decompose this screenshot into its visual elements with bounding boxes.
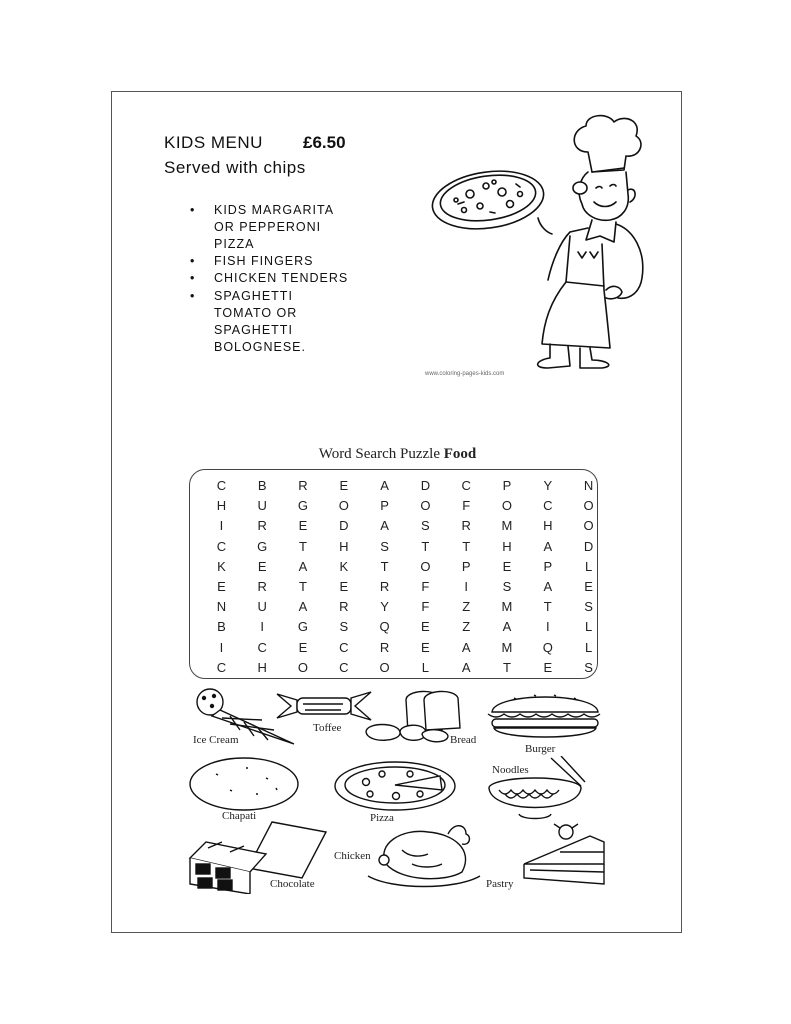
grid-letter: R [257, 518, 267, 534]
word-search-title-prefix: Word Search Puzzle [318, 446, 440, 462]
grid-letter: D [583, 538, 594, 554]
grid-letter: S [584, 659, 593, 675]
grid-letter: S [584, 599, 593, 615]
grid-letter: O [501, 498, 513, 514]
grid-letter: T [543, 599, 552, 615]
grid-letter: L [584, 558, 593, 574]
grid-letter: R [379, 639, 390, 655]
grid-letter: C [339, 659, 349, 675]
grid-letter: S [380, 538, 389, 554]
grid-letter: P [461, 558, 471, 574]
grid-letter: C [216, 478, 227, 493]
grid-letter: C [216, 538, 227, 554]
word-search-title [0, 446, 791, 463]
menu-price: £6.50 [303, 133, 346, 152]
menu-item [190, 288, 390, 356]
menu-item-list [190, 202, 390, 356]
word-search-grid [201, 476, 609, 678]
watermark-text: www.coloring-pages-kids.com [425, 371, 505, 377]
grid-letter: T [380, 558, 389, 574]
menu-item-text: SPAGHETTI TOMATO OR SPAGHETTI BOLOGNESE. [214, 289, 306, 354]
grid-letter: Z [462, 619, 471, 635]
menu-item [190, 253, 390, 270]
grid-letter: G [297, 619, 309, 635]
grid-letter: F [462, 498, 471, 514]
pizza-label: Pizza [370, 812, 394, 824]
grid-letter: F [421, 599, 430, 615]
pizza-picture [330, 756, 460, 814]
grid-letter: P [543, 558, 553, 574]
grid-letter: H [339, 538, 349, 554]
grid-letter: A [298, 558, 308, 574]
grid-letter: Y [380, 599, 389, 615]
grid-letter: T [299, 578, 307, 594]
chapati-picture [186, 754, 302, 814]
grid-letter: Q [379, 619, 390, 635]
grid-letter: A [543, 578, 553, 594]
grid-letter: C [543, 498, 553, 514]
grid-letter: H [543, 518, 553, 534]
toffee-label: Toffee [313, 722, 342, 734]
grid-letter: A [461, 639, 471, 655]
grid-letter: M [501, 639, 513, 655]
chapati-label: Chapati [222, 810, 257, 822]
grid-letter: C [461, 478, 471, 493]
grid-letter: E [339, 578, 349, 594]
grid-letter: I [545, 619, 550, 635]
grid-letter: O [583, 498, 594, 514]
grid-letter: F [421, 578, 430, 594]
menu-title: KIDS MENU [164, 133, 263, 152]
grid-letter: R [298, 478, 308, 493]
menu-item-text: FISH FINGERS [214, 254, 314, 268]
grid-letter: R [339, 599, 349, 615]
grid-letter: M [501, 599, 513, 615]
grid-letter: N [583, 478, 594, 493]
grid-letter: E [339, 478, 349, 493]
grid-letter: A [380, 518, 389, 534]
grid-letter: A [502, 619, 512, 635]
grid-letter: O [420, 558, 431, 574]
grid-letter: O [338, 498, 349, 514]
grid-letter: M [501, 518, 513, 534]
grid-letter: U [257, 498, 267, 514]
bullet-icon: • [190, 271, 196, 285]
grid-letter: A [543, 538, 553, 554]
grid-letter: E [298, 639, 308, 655]
chicken-label: Chicken [334, 850, 371, 862]
noodles-label: Noodles [492, 764, 529, 776]
word-search-title-bold: Food [443, 446, 477, 462]
grid-letter: Y [543, 478, 553, 493]
grid-letter: K [217, 558, 226, 574]
grid-letter: H [216, 498, 227, 514]
grid-letter: D [339, 518, 349, 534]
chocolate-label: Chocolate [270, 878, 315, 890]
grid-letter: I [219, 518, 224, 534]
bullet-icon: • [190, 203, 196, 217]
grid-letter: I [219, 639, 224, 655]
grid-letter: B [217, 619, 226, 635]
grid-letter: C [216, 659, 227, 675]
grid-letter: E [543, 659, 553, 675]
grid-letter: T [299, 538, 307, 554]
grid-letter: P [502, 478, 512, 493]
grid-letter: E [298, 518, 308, 534]
menu-item [190, 270, 390, 287]
grid-letter: T [462, 538, 471, 554]
grid-letter: H [502, 538, 512, 554]
pastry-picture [520, 822, 612, 886]
grid-letter: L [584, 639, 593, 655]
grid-letter: O [420, 498, 431, 514]
toffee-picture [275, 688, 375, 724]
burger-picture [484, 686, 606, 742]
grid-letter: P [380, 498, 389, 514]
grid-letter: S [421, 518, 430, 534]
grid-letter: E [217, 578, 226, 594]
ice-cream-label: Ice Cream [193, 734, 239, 746]
bullet-icon: • [190, 289, 196, 303]
grid-letter: E [502, 558, 512, 574]
grid-letter: R [257, 578, 267, 594]
burger-label: Burger [525, 743, 556, 755]
pastry-label: Pastry [486, 878, 514, 890]
grid-letter: Q [542, 639, 553, 655]
grid-letter: K [339, 558, 349, 574]
grid-letter: I [464, 578, 468, 594]
grid-letter: E [584, 578, 593, 594]
menu-item [190, 202, 390, 253]
grid-letter: D [420, 478, 431, 493]
menu-item-text: KIDS MARGARITA OR PEPPERONI PIZZA [214, 203, 335, 251]
chef-illustration [420, 112, 660, 372]
grid-letter: E [421, 619, 430, 635]
grid-letter: O [379, 659, 390, 675]
grid-letter: I [260, 619, 264, 635]
grid-letter: O [583, 518, 594, 534]
bullet-icon: • [190, 254, 196, 268]
grid-letter: U [257, 599, 267, 615]
grid-letter: E [257, 558, 267, 574]
grid-letter: L [584, 619, 593, 635]
grid-letter: A [461, 659, 471, 675]
grid-letter: L [421, 659, 429, 675]
grid-letter: T [503, 659, 511, 675]
grid-letter: O [297, 659, 309, 675]
chicken-picture [362, 820, 486, 888]
grid-letter: C [257, 639, 267, 655]
grid-letter: E [421, 639, 430, 655]
grid-letter: A [380, 478, 389, 493]
grid-letter: S [339, 619, 349, 635]
grid-letter: G [257, 538, 268, 554]
grid-letter: R [461, 518, 471, 534]
grid-letter: A [298, 599, 308, 615]
menu-item-text: CHICKEN TENDERS [214, 271, 349, 285]
grid-letter: B [257, 478, 267, 493]
grid-letter: C [339, 639, 349, 655]
grid-letter: T [421, 538, 430, 554]
grid-letter: H [257, 659, 267, 675]
grid-letter: S [502, 578, 512, 594]
grid-letter: N [216, 599, 227, 615]
bread-label: Bread [450, 734, 477, 746]
grid-letter: R [379, 578, 390, 594]
grid-letter: Z [462, 599, 471, 615]
grid-letter: G [297, 498, 309, 514]
menu-subtitle: Served with chips [164, 158, 306, 177]
